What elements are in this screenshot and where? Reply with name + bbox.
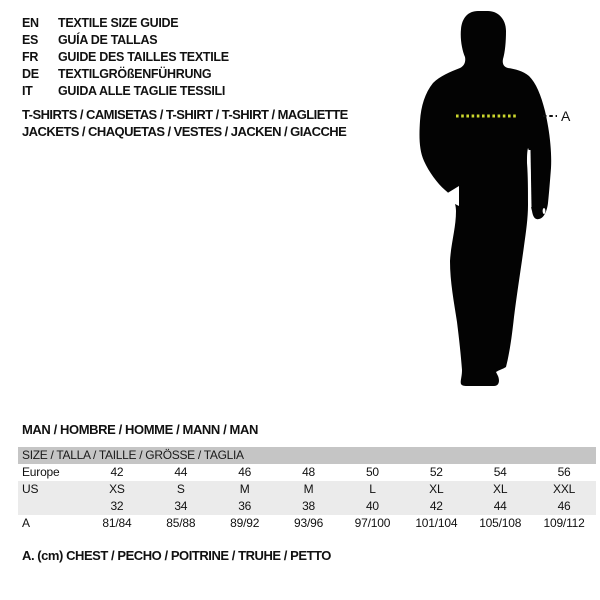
row-label: Europe bbox=[22, 465, 60, 479]
size-cell: L bbox=[369, 482, 376, 496]
size-cell: 38 bbox=[302, 499, 316, 513]
language-title: GUIDA ALLE TAGLIE TESSILI bbox=[58, 84, 226, 98]
size-table bbox=[18, 447, 596, 532]
man-silhouette-svg bbox=[395, 0, 600, 400]
size-cell: 105/108 bbox=[479, 516, 522, 530]
category-line-jackets: JACKETS / CHAQUETAS / VESTES / JACKEN / GIACCHE bbox=[22, 124, 347, 139]
size-table-header bbox=[18, 447, 596, 464]
size-cell: 56 bbox=[557, 465, 571, 479]
garment-categories bbox=[22, 106, 348, 140]
size-cell: 93/96 bbox=[294, 516, 324, 530]
row-label: US bbox=[22, 482, 39, 496]
size-cell: 48 bbox=[302, 465, 316, 479]
size-cell: XS bbox=[109, 482, 125, 496]
language-title: GUÍA DE TALLAS bbox=[58, 33, 158, 47]
size-cell: XL bbox=[429, 482, 444, 496]
size-cell: 44 bbox=[493, 499, 507, 513]
size-cell: M bbox=[239, 482, 250, 496]
size-cell: 42 bbox=[429, 499, 443, 513]
language-list bbox=[22, 15, 229, 100]
size-table-header-label: SIZE / TALLA / TAILLE / GRÖSSE / TAGLIA bbox=[22, 448, 244, 462]
size-cell: 34 bbox=[174, 499, 188, 513]
size-cell: 109/112 bbox=[543, 516, 585, 530]
language-code: IT bbox=[22, 84, 33, 98]
language-code: DE bbox=[22, 67, 39, 81]
size-cell: 85/88 bbox=[166, 516, 196, 530]
category-line-tshirts: T-SHIRTS / CAMISETAS / T-SHIRT / T-SHIRT / MAGLIETTE bbox=[22, 107, 348, 122]
language-title: GUIDE DES TAILLES TEXTILE bbox=[58, 50, 229, 64]
table-row-chest-a bbox=[18, 515, 596, 532]
row-label: A bbox=[22, 516, 30, 530]
size-cell: 42 bbox=[110, 465, 124, 479]
size-cell: 44 bbox=[174, 465, 188, 479]
measure-label-a: A bbox=[561, 108, 571, 124]
language-row bbox=[22, 49, 229, 66]
size-cell: 36 bbox=[238, 499, 252, 513]
language-code: EN bbox=[22, 16, 39, 30]
size-cell: 89/92 bbox=[230, 516, 260, 530]
language-code: FR bbox=[22, 50, 39, 64]
language-code: ES bbox=[22, 33, 39, 47]
man-figure bbox=[395, 0, 600, 400]
size-cell: S bbox=[176, 482, 185, 496]
size-cell: 101/104 bbox=[415, 516, 458, 530]
size-cell: 40 bbox=[365, 499, 379, 513]
size-cell: 46 bbox=[557, 499, 571, 513]
size-cell: XXL bbox=[553, 482, 576, 496]
size-cell: 97/100 bbox=[354, 516, 391, 530]
language-row bbox=[22, 83, 229, 100]
size-cell: 81/84 bbox=[102, 516, 132, 530]
language-title: TEXTILGRÖßENFÜHRUNG bbox=[58, 67, 212, 81]
language-title: TEXTILE SIZE GUIDE bbox=[58, 16, 179, 30]
measurement-footnote: A. (cm) CHEST / PECHO / POITRINE / TRUHE / PETTO bbox=[22, 548, 331, 563]
size-cell: XL bbox=[493, 482, 508, 496]
language-row bbox=[22, 15, 229, 32]
size-cell: 32 bbox=[110, 499, 124, 513]
language-row bbox=[22, 66, 229, 83]
size-cell: 50 bbox=[365, 465, 379, 479]
man-silhouette bbox=[419, 11, 551, 386]
table-row-numeric bbox=[18, 498, 596, 515]
size-cell: 52 bbox=[429, 465, 443, 479]
language-row bbox=[22, 32, 229, 49]
size-cell: M bbox=[303, 482, 314, 496]
table-row-us bbox=[18, 481, 596, 498]
table-row-europe bbox=[18, 464, 596, 481]
section-title-man: MAN / HOMBRE / HOMME / MANN / MAN bbox=[22, 422, 258, 437]
hand-detail bbox=[543, 208, 546, 214]
size-cell: 54 bbox=[493, 465, 507, 479]
size-cell: 46 bbox=[238, 465, 252, 479]
